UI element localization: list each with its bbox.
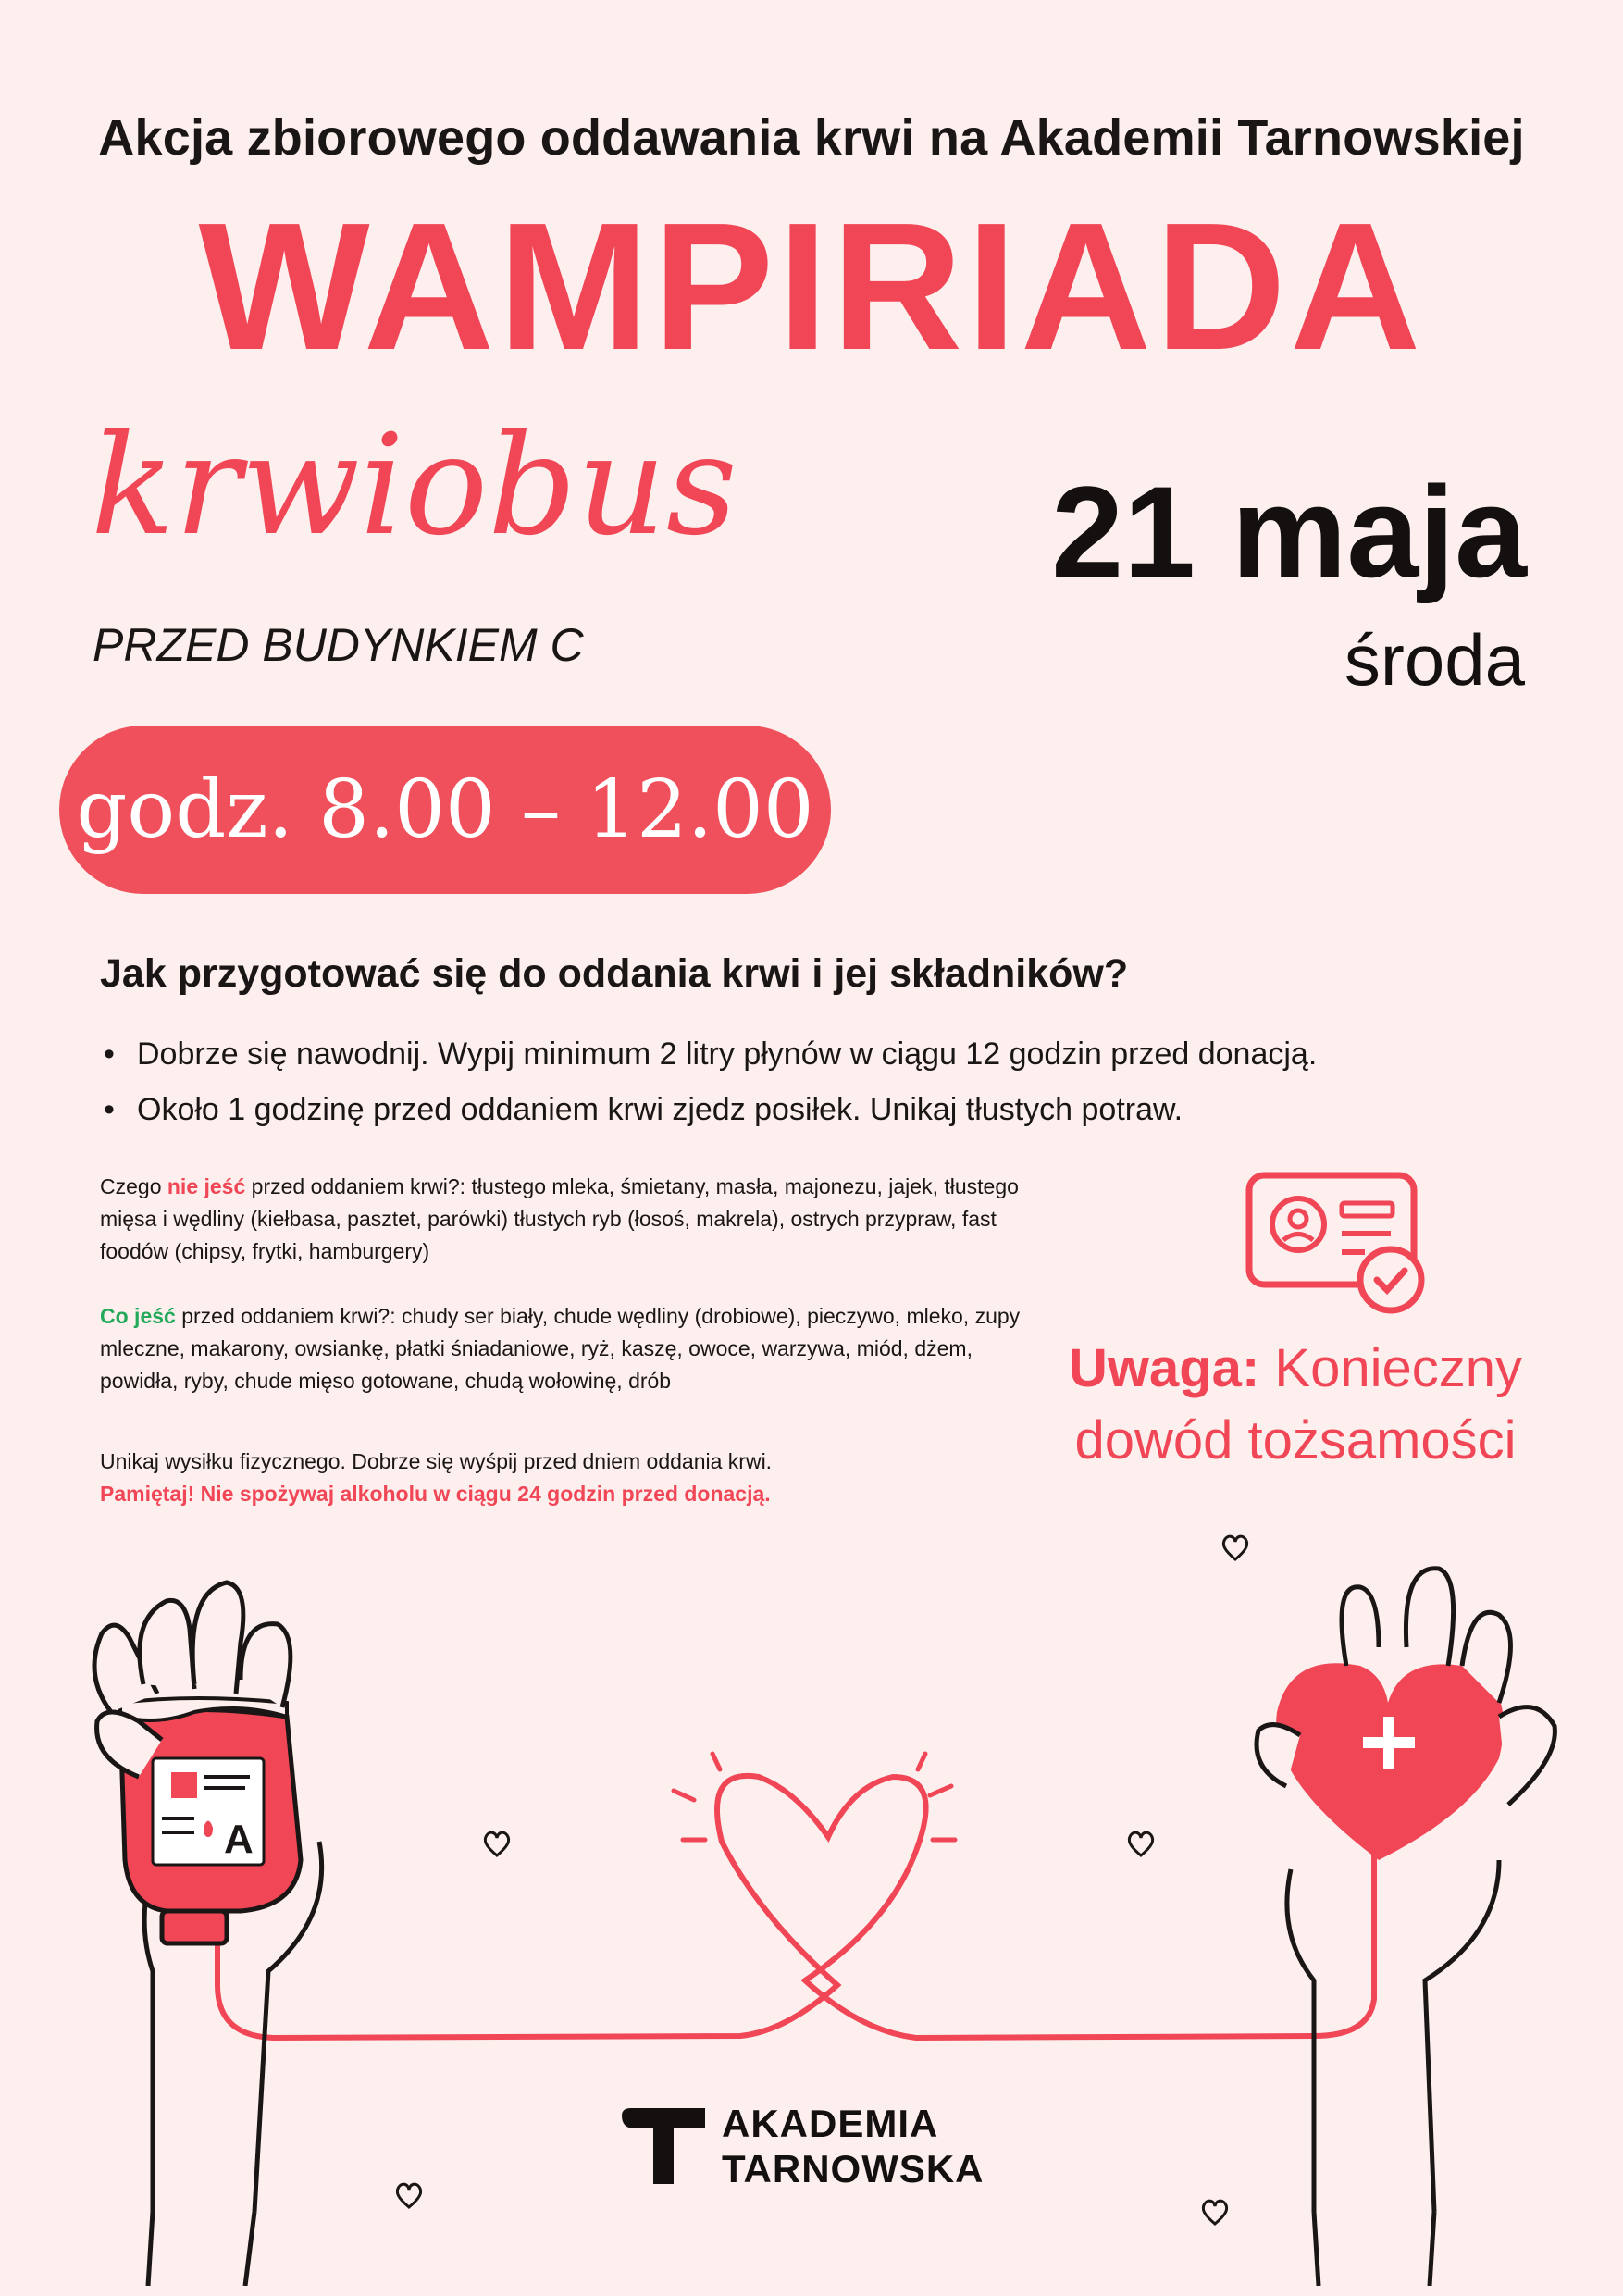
avoid-food-paragraph <box>100 1171 1035 1268</box>
id-required-note <box>1036 1333 1555 1477</box>
bullet-item: • Około 1 godzinę przed oddaniem krwi zjedz posiłek. Unikaj tłustych potraw. <box>104 1092 1183 1127</box>
bullet-text: Dobrze się nawodnij. Wypij minimum 2 litry płynów w ciągu 12 godzin przed donacją. <box>137 1036 1318 1072</box>
bullet-text: Około 1 godzinę przed oddaniem krwi zjedz posiłek. Unikaj tłustych potraw. <box>137 1092 1183 1127</box>
event-date: 21 maja <box>1051 459 1527 604</box>
avoid-text: przed oddaniem krwi?: tłustego mleka, śmietany, masła, majonezu, jajek, tłustego mięsa i wędliny (kiełbasa, pasztet, parówki) tłustych ryb (łosoś, makrela), ostrych przypraw, fast foodów (chipsy, frytki, hamburgery) <box>100 1174 1019 1263</box>
event-title: WAMPIRIADA <box>198 185 1425 388</box>
logo-line-2: TARNOWSKA <box>722 2147 985 2191</box>
heart-outline-icon <box>1220 1532 1251 1563</box>
hours-text: godz. 8.00 – 12.00 <box>76 763 814 856</box>
location-text: PRZED BUDYNKIEM C <box>93 619 584 671</box>
preparation-heading: Jak przygotować się do oddania krwi i jej składników? <box>100 951 1129 996</box>
bullet-item: • Dobrze się nawodnij. Wypij minimum 2 litry płynów w ciągu 12 godzin przed donacją. <box>104 1036 1318 1072</box>
event-weekday: środa <box>1344 619 1525 701</box>
event-subtitle: Akcja zbiorowego oddawania krwi na Akademii Tarnowskiej <box>98 110 1525 166</box>
rest-text: Unikaj wysiłku fizycznego. Dobrze się wyśpij przed dniem oddania krwi. <box>100 1449 773 1473</box>
vehicle-name: krwiobus <box>91 405 737 566</box>
eat-highlight: Co jeść <box>100 1304 176 1328</box>
eat-text: przed oddaniem krwi?: chudy ser biały, chude wędliny (drobiowe), pieczywo, mleko, zupy mleczne, makarony, owsiankę, płatki śniadaniowe, ryż, kaszę, owoce, warzywa, miód, dżem, powidła, ryby, chude mięso gotowane, chudą wołowinę, drób <box>100 1304 1021 1393</box>
svg-text:A: A <box>224 1817 254 1862</box>
note-label: Uwaga: <box>1069 1338 1260 1398</box>
note-text: Konieczny dowód tożsamości <box>1074 1338 1522 1471</box>
avoid-highlight: nie jeść <box>167 1174 246 1198</box>
logo-t-icon <box>618 2106 709 2186</box>
heart-icon <box>1276 1663 1504 1860</box>
logo-line-1: AKADEMIA <box>722 2102 939 2145</box>
eat-food-paragraph <box>100 1300 1035 1397</box>
avoid-prefix: Czego <box>100 1174 167 1198</box>
id-card-check-icon <box>1245 1171 1430 1319</box>
alcohol-reminder: Pamiętaj! Nie spożywaj alkoholu w ciągu 24 godzin przed donacją. <box>100 1482 771 1506</box>
logo-wordmark <box>722 2101 985 2191</box>
